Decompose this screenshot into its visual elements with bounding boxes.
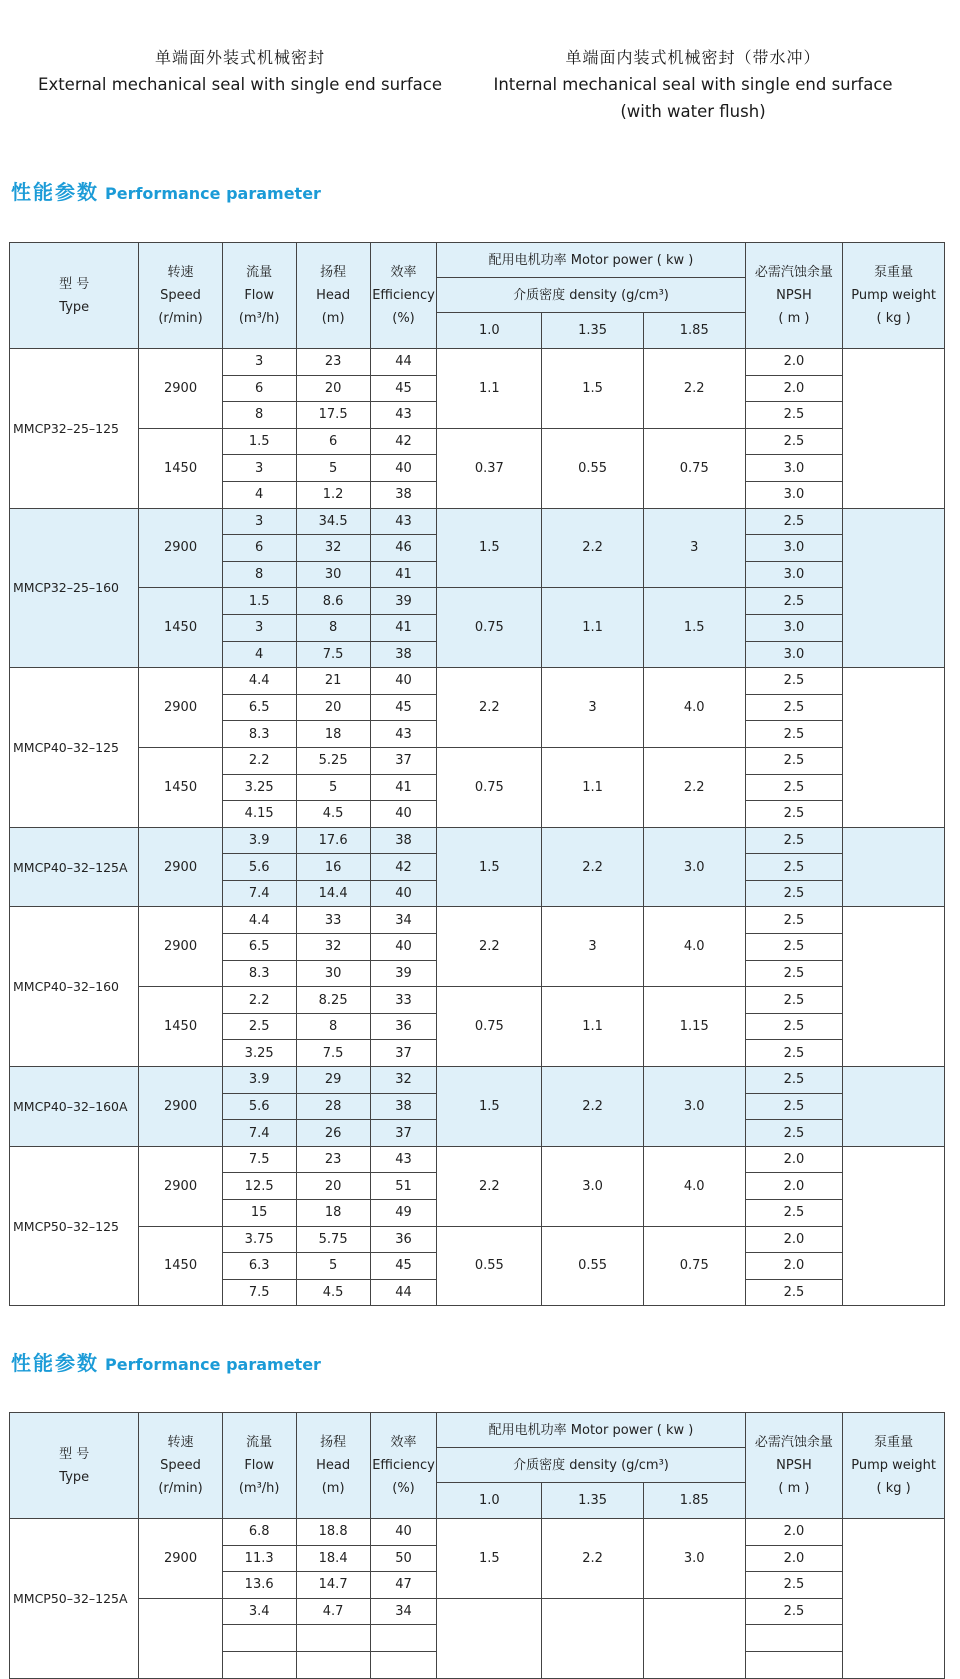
efficiency-cell: 43 <box>370 1146 437 1173</box>
npsh-cell: 2.5 <box>745 1598 843 1625</box>
col-motor-power: 配用电机功率 Motor power ( kw ) <box>437 243 745 278</box>
flow-cell: 5.6 <box>222 1093 296 1120</box>
efficiency-cell: 41 <box>370 561 437 588</box>
efficiency-cell: 38 <box>370 641 437 668</box>
npsh-cell: 2.0 <box>745 1519 843 1546</box>
npsh-cell: 2.5 <box>745 774 843 801</box>
power-cell-1-0: 0.75 <box>437 588 542 668</box>
npsh-cell: 2.5 <box>745 402 843 429</box>
efficiency-cell: 42 <box>370 428 437 455</box>
power-cell-1-35: 1.1 <box>542 987 644 1067</box>
power-cell-1-85: 1.15 <box>643 987 745 1067</box>
caption-right-zh: 单端面内装式机械密封（带水冲） <box>565 48 821 67</box>
speed-cell: 2900 <box>139 827 222 907</box>
col-density-1-85: 1.85 <box>643 1483 745 1519</box>
flow-cell: 3.9 <box>222 1067 296 1094</box>
flow-cell: 3 <box>222 508 296 535</box>
efficiency-cell: 44 <box>370 349 437 376</box>
header-row <box>10 243 945 278</box>
flow-cell: 2.5 <box>222 1013 296 1040</box>
head-cell: 5 <box>296 1253 370 1280</box>
flow-cell: 6.3 <box>222 1253 296 1280</box>
caption-internal-seal <box>468 44 918 125</box>
section-title-en: Performance parameter <box>105 1355 321 1374</box>
npsh-cell: 2.5 <box>745 1093 843 1120</box>
efficiency-cell: 38 <box>370 1093 437 1120</box>
table-row <box>10 1519 945 1546</box>
col-density-1-35: 1.35 <box>542 1483 644 1519</box>
power-cell-1-0: 2.2 <box>437 668 542 748</box>
speed-cell: 1450 <box>139 987 222 1067</box>
col-npsh: 必需汽蚀余量 NPSH ( m ) <box>745 1413 843 1519</box>
model-cell: MMCP32–25–125 <box>10 349 139 509</box>
speed-cell: 2900 <box>139 1067 222 1147</box>
col-flow: 流量 Flow (m³/h) <box>222 243 296 349</box>
head-cell: 17.6 <box>296 827 370 854</box>
flow-cell: 6.5 <box>222 934 296 961</box>
flow-cell: 6 <box>222 535 296 562</box>
npsh-cell: 2.5 <box>745 1279 843 1306</box>
power-cell-1-85: 4.0 <box>643 1146 745 1226</box>
npsh-cell: 2.0 <box>745 1226 843 1253</box>
npsh-cell: 2.5 <box>745 1572 843 1599</box>
head-cell: 30 <box>296 960 370 987</box>
head-cell: 14.7 <box>296 1572 370 1599</box>
power-cell-1-0: 0.55 <box>437 1226 542 1306</box>
head-cell: 14.4 <box>296 880 370 907</box>
flow-cell <box>222 1625 296 1652</box>
head-cell: 20 <box>296 694 370 721</box>
npsh-cell: 3.0 <box>745 641 843 668</box>
flow-cell: 4.15 <box>222 801 296 828</box>
efficiency-cell <box>370 1625 437 1652</box>
table-row <box>10 1067 945 1094</box>
npsh-cell: 3.0 <box>745 614 843 641</box>
efficiency-cell: 43 <box>370 402 437 429</box>
flow-cell: 4 <box>222 641 296 668</box>
flow-cell: 1.5 <box>222 588 296 615</box>
head-cell <box>296 1625 370 1652</box>
power-cell-1-0: 1.1 <box>437 349 542 429</box>
col-pump-weight: 泵重量 Pump weight ( kg ) <box>843 243 945 349</box>
pump-weight-cell <box>843 907 945 1067</box>
efficiency-cell: 47 <box>370 1572 437 1599</box>
head-cell: 8.25 <box>296 987 370 1014</box>
header-row <box>10 1413 945 1448</box>
speed-cell: 2900 <box>139 1519 222 1599</box>
head-cell: 20 <box>296 1173 370 1200</box>
flow-cell: 3 <box>222 455 296 482</box>
power-cell-1-0: 1.5 <box>437 1519 542 1599</box>
power-cell-1-85: 2.2 <box>643 349 745 429</box>
head-cell: 5 <box>296 455 370 482</box>
col-head: 扬程 Head (m) <box>296 243 370 349</box>
head-cell: 7.5 <box>296 1040 370 1067</box>
model-cell: MMCP50–32–125A <box>10 1519 139 1679</box>
power-cell-1-0 <box>437 1598 542 1678</box>
npsh-cell: 2.5 <box>745 880 843 907</box>
power-cell-1-35: 3 <box>542 668 644 748</box>
head-cell: 8 <box>296 614 370 641</box>
head-cell <box>296 1651 370 1678</box>
efficiency-cell: 41 <box>370 614 437 641</box>
model-cell: MMCP40–32–125A <box>10 827 139 907</box>
flow-cell: 5.6 <box>222 854 296 881</box>
flow-cell: 8.3 <box>222 721 296 748</box>
col-type: 型 号 Type <box>10 243 139 349</box>
speed-cell: 2900 <box>139 349 222 429</box>
flow-cell: 8 <box>222 561 296 588</box>
col-density: 介质密度 density (g/cm³) <box>437 1448 745 1483</box>
performance-table <box>9 1412 945 1679</box>
npsh-cell: 3.0 <box>745 535 843 562</box>
speed-cell: 2900 <box>139 508 222 588</box>
npsh-cell <box>745 1625 843 1652</box>
npsh-cell: 2.5 <box>745 907 843 934</box>
efficiency-cell: 40 <box>370 668 437 695</box>
npsh-cell: 2.5 <box>745 694 843 721</box>
npsh-cell: 2.5 <box>745 987 843 1014</box>
head-cell: 8 <box>296 1013 370 1040</box>
performance-table <box>9 242 945 1306</box>
npsh-cell: 2.5 <box>745 747 843 774</box>
efficiency-cell: 42 <box>370 854 437 881</box>
pump-weight-cell <box>843 1146 945 1306</box>
power-cell-1-0: 0.37 <box>437 428 542 508</box>
efficiency-cell: 46 <box>370 535 437 562</box>
npsh-cell: 2.5 <box>745 721 843 748</box>
head-cell: 5.75 <box>296 1226 370 1253</box>
table-row <box>10 508 945 535</box>
efficiency-cell: 40 <box>370 934 437 961</box>
head-cell: 32 <box>296 535 370 562</box>
power-cell-1-35: 3.0 <box>542 1146 644 1226</box>
col-pump-weight: 泵重量 Pump weight ( kg ) <box>843 1413 945 1519</box>
head-cell: 4.7 <box>296 1598 370 1625</box>
flow-cell: 2.2 <box>222 747 296 774</box>
table-row <box>10 1598 945 1625</box>
power-cell-1-0: 0.75 <box>437 987 542 1067</box>
head-cell: 21 <box>296 668 370 695</box>
table-row <box>10 428 945 455</box>
power-cell-1-85: 4.0 <box>643 907 745 987</box>
table-row <box>10 349 945 376</box>
col-density-1-35: 1.35 <box>542 313 644 349</box>
col-density-1-85: 1.85 <box>643 313 745 349</box>
power-cell-1-35: 1.5 <box>542 349 644 429</box>
flow-cell: 7.4 <box>222 880 296 907</box>
head-cell: 26 <box>296 1120 370 1147</box>
flow-cell: 3.75 <box>222 1226 296 1253</box>
power-cell-1-85: 1.5 <box>643 588 745 668</box>
npsh-cell: 2.5 <box>745 854 843 881</box>
flow-cell: 3.9 <box>222 827 296 854</box>
head-cell: 18 <box>296 721 370 748</box>
flow-cell: 4.4 <box>222 668 296 695</box>
flow-cell: 3.4 <box>222 1598 296 1625</box>
speed-cell: 1450 <box>139 747 222 827</box>
flow-cell: 7.5 <box>222 1146 296 1173</box>
flow-cell: 8 <box>222 402 296 429</box>
head-cell: 32 <box>296 934 370 961</box>
efficiency-cell: 51 <box>370 1173 437 1200</box>
flow-cell: 3.25 <box>222 774 296 801</box>
efficiency-cell: 37 <box>370 1040 437 1067</box>
head-cell: 18 <box>296 1200 370 1227</box>
flow-cell: 13.6 <box>222 1572 296 1599</box>
flow-cell: 3 <box>222 349 296 376</box>
head-cell: 30 <box>296 561 370 588</box>
col-efficiency: 效率 Efficiency (%) <box>370 1413 437 1519</box>
pump-weight-cell <box>843 668 945 828</box>
flow-cell: 3.25 <box>222 1040 296 1067</box>
head-cell: 34.5 <box>296 508 370 535</box>
power-cell-1-0: 1.5 <box>437 1067 542 1147</box>
flow-cell: 3 <box>222 614 296 641</box>
power-cell-1-85 <box>643 1598 745 1678</box>
flow-cell: 8.3 <box>222 960 296 987</box>
npsh-cell: 2.5 <box>745 960 843 987</box>
npsh-cell: 2.0 <box>745 1173 843 1200</box>
table-row <box>10 747 945 774</box>
npsh-cell: 2.5 <box>745 1200 843 1227</box>
npsh-cell: 3.0 <box>745 481 843 508</box>
efficiency-cell: 39 <box>370 588 437 615</box>
table-row <box>10 907 945 934</box>
head-cell: 5.25 <box>296 747 370 774</box>
npsh-cell: 2.5 <box>745 668 843 695</box>
head-cell: 16 <box>296 854 370 881</box>
flow-cell: 4 <box>222 481 296 508</box>
col-speed: 转速 Speed (r/min) <box>139 243 222 349</box>
efficiency-cell: 39 <box>370 960 437 987</box>
head-cell: 7.5 <box>296 641 370 668</box>
npsh-cell: 2.0 <box>745 1545 843 1572</box>
head-cell: 8.6 <box>296 588 370 615</box>
section-title <box>11 176 321 205</box>
power-cell-1-35: 0.55 <box>542 1226 644 1306</box>
table-row <box>10 827 945 854</box>
head-cell: 4.5 <box>296 1279 370 1306</box>
power-cell-1-85: 3.0 <box>643 1067 745 1147</box>
efficiency-cell: 50 <box>370 1545 437 1572</box>
head-cell: 23 <box>296 349 370 376</box>
col-npsh: 必需汽蚀余量 NPSH ( m ) <box>745 243 843 349</box>
flow-cell: 1.5 <box>222 428 296 455</box>
table-row <box>10 1226 945 1253</box>
power-cell-1-35: 1.1 <box>542 747 644 827</box>
table-row <box>10 987 945 1014</box>
npsh-cell: 2.5 <box>745 1120 843 1147</box>
power-cell-1-0: 1.5 <box>437 508 542 588</box>
flow-cell: 7.4 <box>222 1120 296 1147</box>
model-cell: MMCP40–32–125 <box>10 668 139 828</box>
efficiency-cell: 36 <box>370 1226 437 1253</box>
caption-left-zh: 单端面外装式机械密封 <box>154 48 325 67</box>
flow-cell: 12.5 <box>222 1173 296 1200</box>
efficiency-cell: 41 <box>370 774 437 801</box>
speed-cell: 1450 <box>139 1226 222 1306</box>
speed-cell: 2900 <box>139 907 222 987</box>
pump-weight-cell <box>843 508 945 668</box>
pump-weight-cell <box>843 827 945 907</box>
efficiency-cell: 33 <box>370 987 437 1014</box>
flow-cell: 2.2 <box>222 987 296 1014</box>
power-cell-1-85: 3.0 <box>643 1519 745 1599</box>
power-cell-1-35: 3 <box>542 907 644 987</box>
power-cell-1-85: 0.75 <box>643 1226 745 1306</box>
power-cell-1-85: 3 <box>643 508 745 588</box>
efficiency-cell: 38 <box>370 481 437 508</box>
npsh-cell: 2.0 <box>745 375 843 402</box>
table-body <box>10 1519 945 1679</box>
efficiency-cell: 40 <box>370 1519 437 1546</box>
caption-left-en: External mechanical seal with single end surface <box>38 75 442 94</box>
efficiency-cell: 45 <box>370 1253 437 1280</box>
power-cell-1-35: 2.2 <box>542 1067 644 1147</box>
power-cell-1-0: 1.5 <box>437 827 542 907</box>
col-type: 型 号 Type <box>10 1413 139 1519</box>
speed-cell: 1450 <box>139 428 222 508</box>
flow-cell: 7.5 <box>222 1279 296 1306</box>
head-cell: 6 <box>296 428 370 455</box>
head-cell: 17.5 <box>296 402 370 429</box>
efficiency-cell: 36 <box>370 1013 437 1040</box>
npsh-cell: 2.5 <box>745 1013 843 1040</box>
speed-cell: 1450 <box>139 588 222 668</box>
table-body <box>10 349 945 1306</box>
flow-cell <box>222 1651 296 1678</box>
flow-cell: 11.3 <box>222 1545 296 1572</box>
efficiency-cell: 49 <box>370 1200 437 1227</box>
efficiency-cell: 44 <box>370 1279 437 1306</box>
npsh-cell: 2.5 <box>745 801 843 828</box>
caption-right-en1: Internal mechanical seal with single end surface <box>493 75 893 94</box>
npsh-cell: 2.5 <box>745 508 843 535</box>
head-cell: 29 <box>296 1067 370 1094</box>
npsh-cell: 2.5 <box>745 827 843 854</box>
section-title-en: Performance parameter <box>105 184 321 203</box>
npsh-cell: 2.5 <box>745 934 843 961</box>
model-cell: MMCP32–25–160 <box>10 508 139 668</box>
efficiency-cell <box>370 1651 437 1678</box>
col-density-1-0: 1.0 <box>437 313 542 349</box>
power-cell-1-35 <box>542 1598 644 1678</box>
flow-cell: 15 <box>222 1200 296 1227</box>
npsh-cell: 2.5 <box>745 1067 843 1094</box>
head-cell: 23 <box>296 1146 370 1173</box>
pump-weight-cell <box>843 1519 945 1679</box>
power-cell-1-85: 0.75 <box>643 428 745 508</box>
power-cell-1-35: 2.2 <box>542 827 644 907</box>
model-cell: MMCP40–32–160 <box>10 907 139 1067</box>
npsh-cell: 2.5 <box>745 428 843 455</box>
speed-cell: 2900 <box>139 1146 222 1226</box>
table-row <box>10 588 945 615</box>
efficiency-cell: 40 <box>370 455 437 482</box>
col-motor-power: 配用电机功率 Motor power ( kw ) <box>437 1413 745 1448</box>
power-cell-1-0: 2.2 <box>437 907 542 987</box>
caption-right-en2: (with water flush) <box>620 102 766 121</box>
col-head: 扬程 Head (m) <box>296 1413 370 1519</box>
head-cell: 5 <box>296 774 370 801</box>
npsh-cell: 3.0 <box>745 561 843 588</box>
table-row <box>10 1146 945 1173</box>
section-title <box>11 1347 321 1376</box>
section-title-zh: 性能参数 <box>11 180 99 204</box>
efficiency-cell: 38 <box>370 827 437 854</box>
power-cell-1-35: 2.2 <box>542 508 644 588</box>
power-cell-1-85: 4.0 <box>643 668 745 748</box>
head-cell: 28 <box>296 1093 370 1120</box>
head-cell: 20 <box>296 375 370 402</box>
efficiency-cell: 40 <box>370 801 437 828</box>
efficiency-cell: 37 <box>370 1120 437 1147</box>
efficiency-cell: 45 <box>370 375 437 402</box>
flow-cell: 6 <box>222 375 296 402</box>
npsh-cell: 2.0 <box>745 1253 843 1280</box>
efficiency-cell: 34 <box>370 907 437 934</box>
model-cell: MMCP50–32–125 <box>10 1146 139 1306</box>
table-row <box>10 668 945 695</box>
power-cell-1-85: 3.0 <box>643 827 745 907</box>
pump-weight-cell <box>843 1067 945 1147</box>
head-cell: 33 <box>296 907 370 934</box>
flow-cell: 4.4 <box>222 907 296 934</box>
npsh-cell: 2.5 <box>745 1040 843 1067</box>
model-cell: MMCP40–32–160A <box>10 1067 139 1147</box>
npsh-cell: 3.0 <box>745 455 843 482</box>
efficiency-cell: 32 <box>370 1067 437 1094</box>
npsh-cell: 2.0 <box>745 1146 843 1173</box>
efficiency-cell: 40 <box>370 880 437 907</box>
efficiency-cell: 43 <box>370 721 437 748</box>
npsh-cell: 2.5 <box>745 588 843 615</box>
efficiency-cell: 34 <box>370 1598 437 1625</box>
col-density-1-0: 1.0 <box>437 1483 542 1519</box>
col-density: 介质密度 density (g/cm³) <box>437 278 745 313</box>
col-efficiency: 效率 Efficiency (%) <box>370 243 437 349</box>
npsh-cell: 2.0 <box>745 349 843 376</box>
caption-external-seal <box>20 44 460 98</box>
head-cell: 4.5 <box>296 801 370 828</box>
efficiency-cell: 37 <box>370 747 437 774</box>
head-cell: 18.4 <box>296 1545 370 1572</box>
col-flow: 流量 Flow (m³/h) <box>222 1413 296 1519</box>
speed-cell: 2900 <box>139 668 222 748</box>
section-title-zh: 性能参数 <box>11 1351 99 1375</box>
head-cell: 1.2 <box>296 481 370 508</box>
power-cell-1-35: 0.55 <box>542 428 644 508</box>
power-cell-1-35: 1.1 <box>542 588 644 668</box>
speed-cell <box>139 1598 222 1678</box>
npsh-cell <box>745 1651 843 1678</box>
efficiency-cell: 45 <box>370 694 437 721</box>
power-cell-1-0: 2.2 <box>437 1146 542 1226</box>
pump-weight-cell <box>843 349 945 509</box>
efficiency-cell: 43 <box>370 508 437 535</box>
power-cell-1-35: 2.2 <box>542 1519 644 1599</box>
power-cell-1-85: 2.2 <box>643 747 745 827</box>
col-speed: 转速 Speed (r/min) <box>139 1413 222 1519</box>
flow-cell: 6.5 <box>222 694 296 721</box>
flow-cell: 6.8 <box>222 1519 296 1546</box>
head-cell: 18.8 <box>296 1519 370 1546</box>
power-cell-1-0: 0.75 <box>437 747 542 827</box>
